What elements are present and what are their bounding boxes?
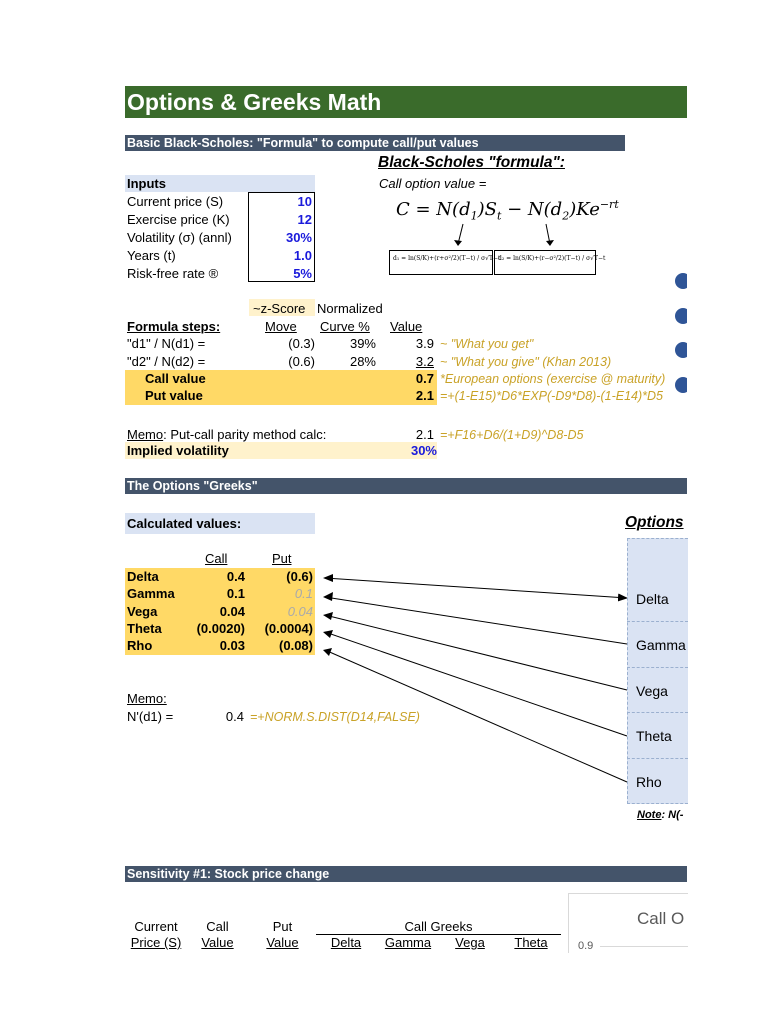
nd1-label: N'(d1) = <box>127 709 174 724</box>
greeks-banner: The Options "Greeks" <box>125 478 687 494</box>
memo-value: 2.1 <box>415 427 434 442</box>
greek-name-delta: Delta <box>127 569 159 584</box>
greeks-connector-arrows <box>315 560 635 790</box>
greek-box-label-rho: Rho <box>636 774 662 790</box>
input-label: Years (t) <box>127 248 176 263</box>
greek-box-separator <box>627 621 688 622</box>
sens-put-header: Put <box>272 919 293 934</box>
input-label: Risk-free rate ® <box>127 266 219 281</box>
d1-curve: 39% <box>349 336 376 351</box>
call-chart-tick: 0.9 <box>578 940 594 952</box>
memo-line <box>127 427 326 442</box>
input-label: Volatility (σ) (annl) <box>127 230 232 245</box>
zscore-label: ~z-Score <box>253 301 306 316</box>
greek-name-gamma: Gamma <box>127 586 175 601</box>
call-chart-gridline <box>600 946 688 947</box>
greeks-put-header: Put <box>272 551 292 566</box>
greek-name-rho: Rho <box>127 638 153 653</box>
d1-label: "d1" / N(d1) = <box>127 336 206 351</box>
greeks-call-header: Call <box>205 551 228 566</box>
put-value: 2.1 <box>415 388 434 403</box>
options-partial-title: Options <box>625 514 684 531</box>
sens-current-header: Current <box>134 919 178 934</box>
memo2-label: Memo: <box>127 691 167 706</box>
sens-delta-header: Delta <box>330 935 362 950</box>
iv-label: Implied volatility <box>127 443 229 458</box>
call-note: *European options (exercise @ maturity) <box>440 372 666 386</box>
d1-move: (0.3) <box>288 336 315 351</box>
greek-box-separator <box>627 712 688 713</box>
greek-name-theta: Theta <box>127 621 162 636</box>
greek-name-vega: Vega <box>127 604 158 619</box>
put-formula: =+(1-E15)*D6*EXP(-D9*D8)-(1-E14)*D5 <box>440 389 663 403</box>
greek-put-theta: (0.0004) <box>264 621 313 636</box>
call-value-label: Call value <box>145 371 206 386</box>
greek-box-label-delta: Delta <box>636 591 669 607</box>
memo-label: Memo <box>127 427 164 442</box>
input-value[interactable]: 5% <box>293 266 312 281</box>
greeks-box <box>627 538 688 804</box>
move-header: Move <box>265 319 297 334</box>
sens-vega-header: Vega <box>455 935 485 950</box>
greek-put-gamma: 0.1 <box>294 586 313 601</box>
greek-put-rho: (0.08) <box>279 638 313 653</box>
input-value[interactable]: 10 <box>297 194 312 209</box>
input-label: Current price (S) <box>127 194 224 209</box>
bs-banner: Basic Black-Scholes: "Formula" to compute call/put values <box>125 135 625 151</box>
sens-put-value-header: Value <box>266 935 299 950</box>
greek-put-vega: 0.04 <box>287 604 313 619</box>
sens-call-greeks-header: Call Greeks <box>404 919 473 934</box>
curve-header: Curve % <box>320 319 370 334</box>
formula-arrows <box>380 222 610 252</box>
greek-call-vega: 0.04 <box>219 604 245 619</box>
d1-value: 3.9 <box>415 336 434 351</box>
input-label: Exercise price (K) <box>127 212 230 227</box>
sens-call-header: Call <box>206 919 229 934</box>
input-value[interactable]: 12 <box>297 212 312 227</box>
bs-formula-equation: $C = N(d_1)S_t - N(d_2)Ke^{-rt}$ <box>396 198 619 223</box>
d2-formula-box: d₂ = ln(S/K)+(r−σ²/2)(T−t) / σ√T−t <box>494 250 596 275</box>
page-title: Options & Greeks Math <box>127 89 382 115</box>
greek-put-delta: (0.6) <box>286 569 313 584</box>
bottom-crop <box>0 953 768 1024</box>
call-chart-partial-title: Call O <box>637 909 685 928</box>
d1-note: ~ "What you get" <box>440 337 534 351</box>
call-option-value-label: Call option value = <box>379 176 487 191</box>
arrow-gamma <box>325 597 627 644</box>
greek-box-label-gamma: Gamma <box>636 637 686 653</box>
greek-call-theta: (0.0020) <box>196 621 245 636</box>
note-label: Note <box>637 809 662 821</box>
greek-call-delta: 0.4 <box>226 569 245 584</box>
normalized-label: Normalized <box>317 301 383 316</box>
d1-formula-box: d₁ = ln(S/K)+(r+σ²/2)(T−t) / σ√T−t <box>389 250 493 275</box>
greek-call-rho: 0.03 <box>219 638 245 653</box>
input-value[interactable]: 30% <box>285 230 312 245</box>
iv-value: 30% <box>410 443 437 458</box>
bs-formula-title: Black-Scholes "formula": <box>378 154 565 171</box>
sens-theta-header: Theta <box>514 935 548 950</box>
d2-value: 3.2 <box>415 354 434 369</box>
d2-note: ~ "What you give" (Khan 2013) <box>440 355 612 369</box>
put-value-label: Put value <box>145 388 203 403</box>
greek-box-label-vega: Vega <box>636 683 668 699</box>
sensitivity-banner: Sensitivity #1: Stock price change <box>125 866 687 882</box>
sens-price-header: Price (S) <box>130 935 182 950</box>
greek-box-separator <box>627 667 688 668</box>
greek-call-gamma: 0.1 <box>226 586 245 601</box>
call-value: 0.7 <box>415 371 434 386</box>
memo-text: : Put-call parity method calc: <box>163 427 327 442</box>
greek-box-label-theta: Theta <box>636 728 672 744</box>
right-crop-mask <box>687 260 768 400</box>
inputs-header: Inputs <box>127 176 166 191</box>
input-value[interactable]: 1.0 <box>293 248 312 263</box>
formula-steps-label: Formula steps: <box>127 319 221 334</box>
sens-call-value-header: Value <box>201 935 234 950</box>
d2-label: "d2" / N(d2) = <box>127 354 206 369</box>
nd1-formula: =+NORM.S.DIST(D14,FALSE) <box>250 710 420 724</box>
d2-move: (0.6) <box>288 354 315 369</box>
note-line <box>637 809 683 821</box>
arrow-delta <box>325 578 627 598</box>
arrow-vega <box>325 615 627 690</box>
d2-curve: 28% <box>349 354 376 369</box>
calc-values-label: Calculated values: <box>127 516 242 531</box>
value-header: Value <box>390 319 423 334</box>
nd1-value: 0.4 <box>225 709 244 724</box>
note-text: : N(- <box>661 809 684 821</box>
greek-box-separator <box>627 758 688 759</box>
memo-formula: =+F16+D6/(1+D9)^D8-D5 <box>440 428 584 442</box>
sens-gamma-header: Gamma <box>384 935 432 950</box>
